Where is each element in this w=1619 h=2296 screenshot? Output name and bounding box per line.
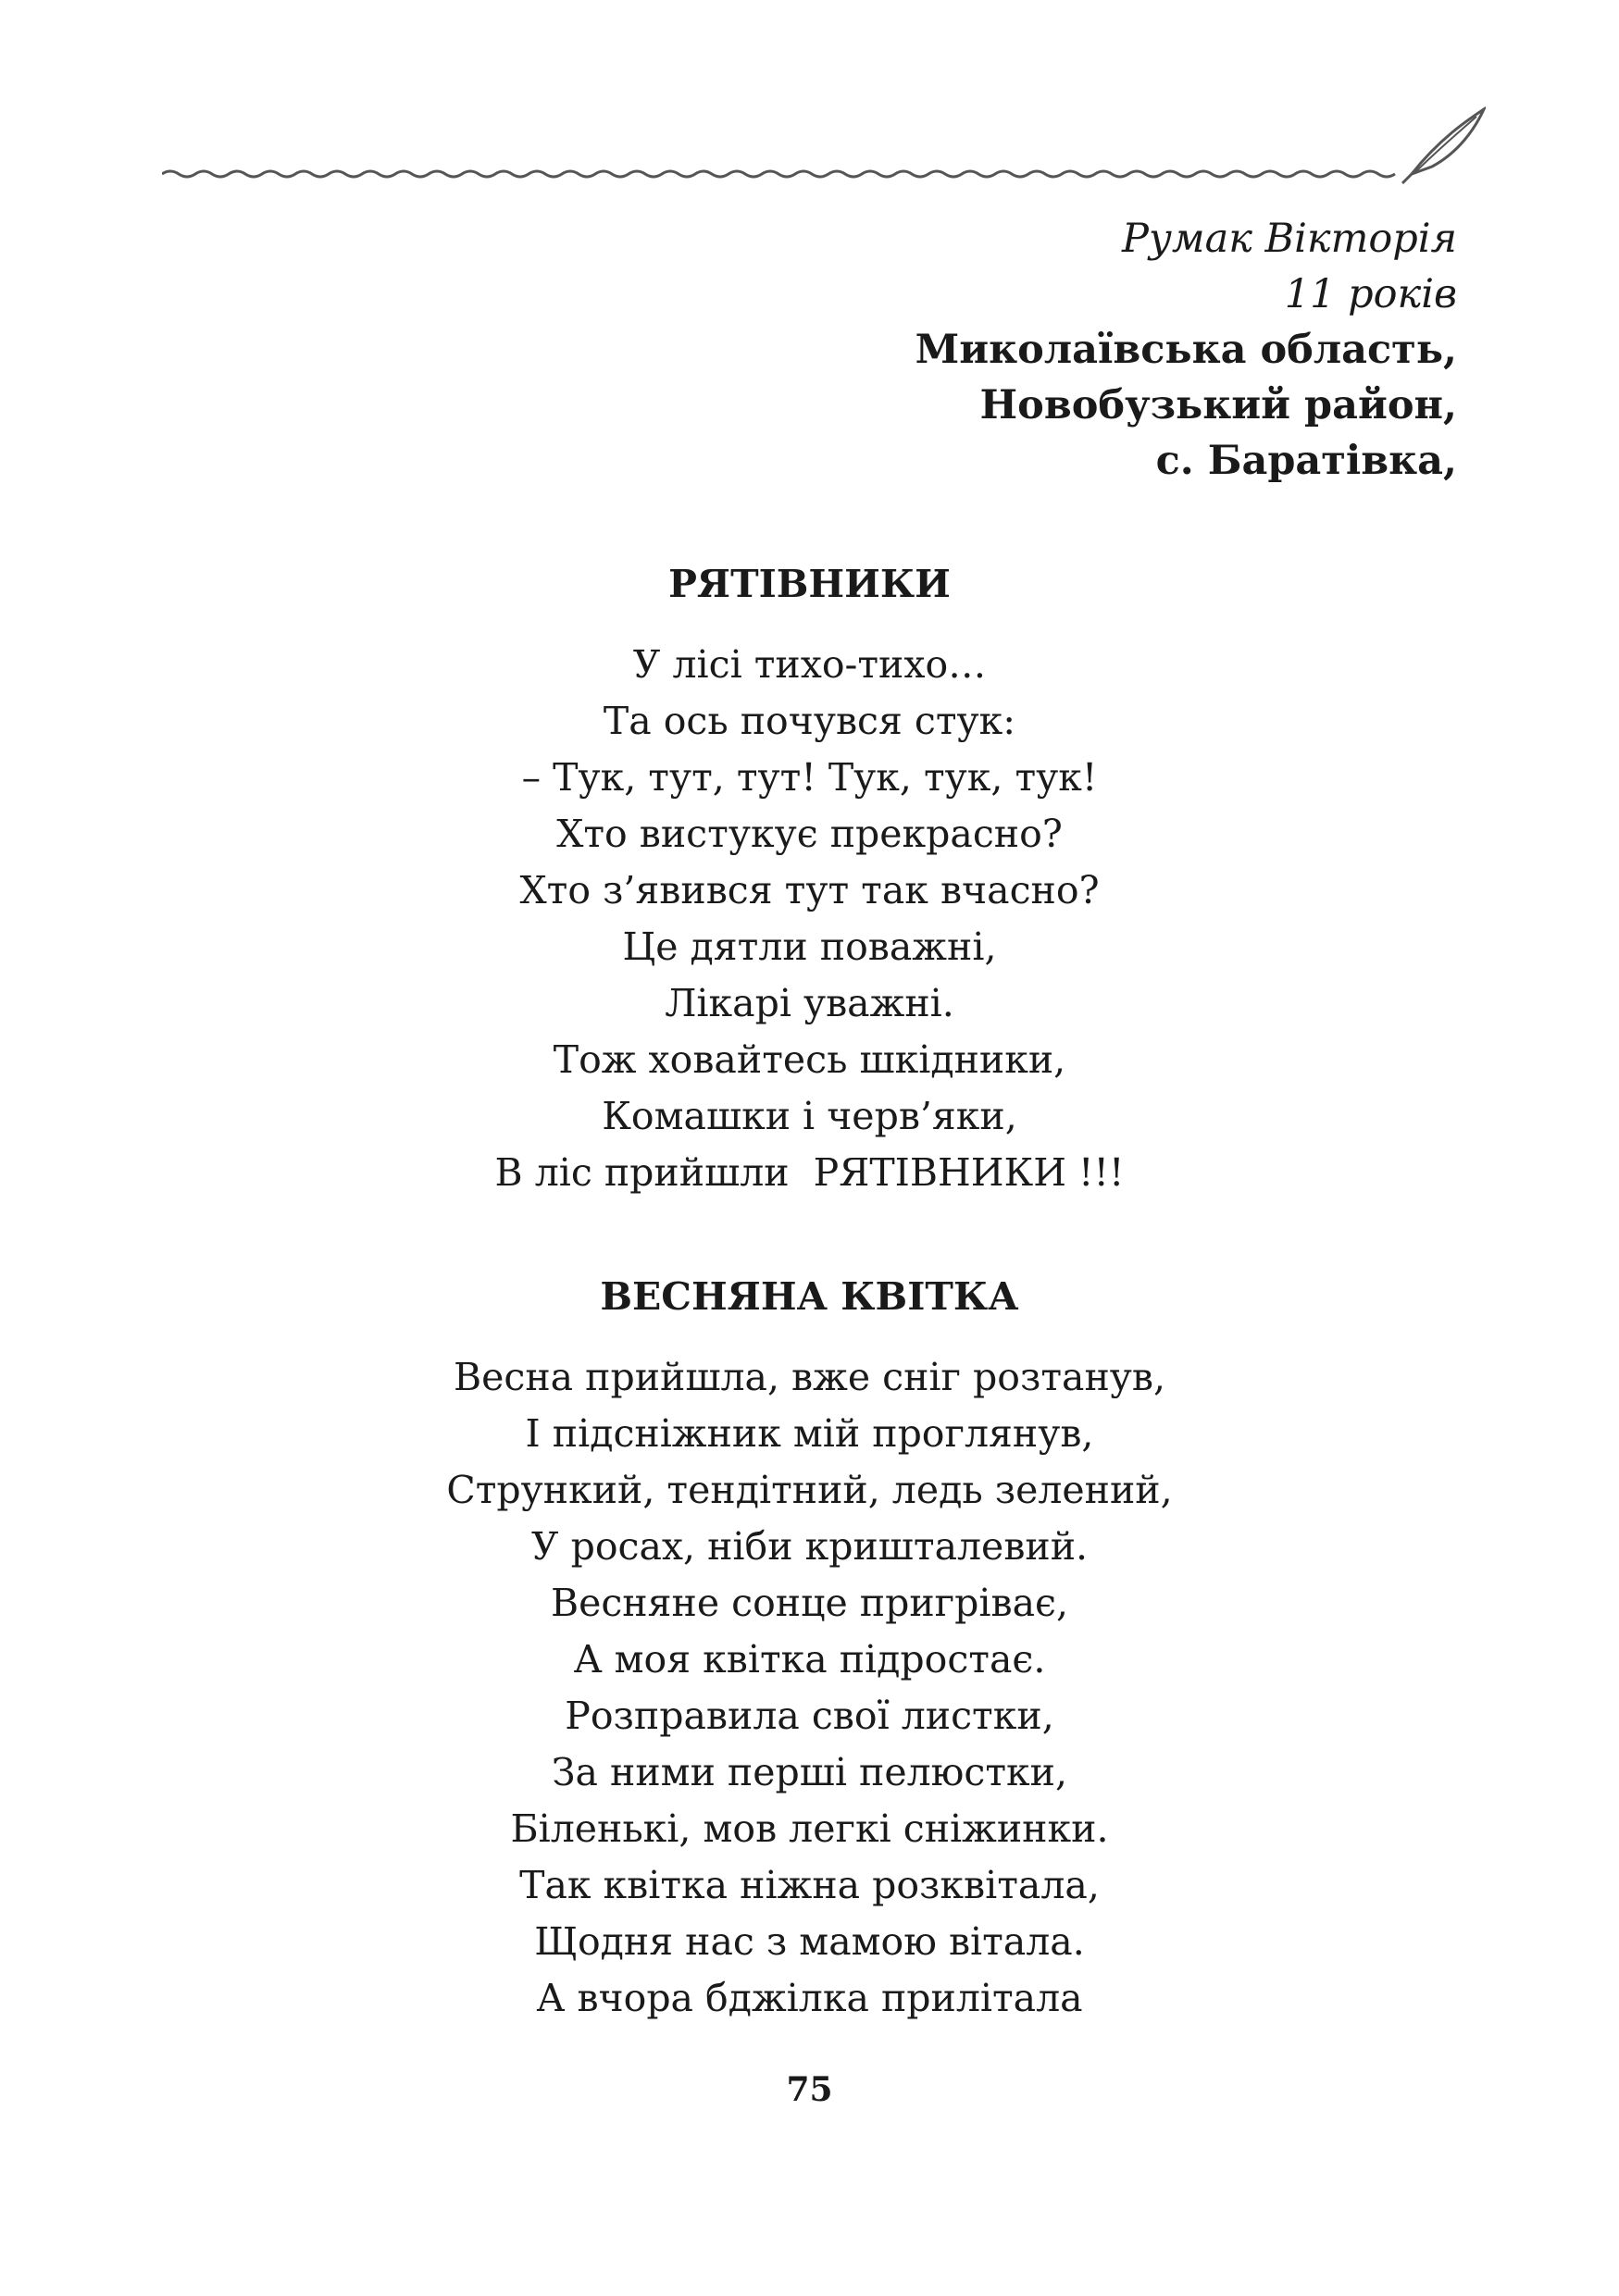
poem-title: ВЕСНЯНА КВІТКА — [600, 1274, 1019, 1319]
author-village: с. Баратівка, — [1155, 438, 1457, 484]
poem-line: Весна прийшла, вже сніг розтанув, — [453, 1355, 1166, 1399]
poem-line: Хто вистукує прекрасно? — [556, 812, 1063, 856]
poem-line: Стрункий, тендітний, ледь зелений, — [446, 1468, 1173, 1512]
author-age: 11 років — [1284, 271, 1457, 317]
poem-line: Щодня нас з мамою вітала. — [534, 1919, 1085, 1964]
poem-body — [0, 637, 1619, 1201]
author-info — [915, 211, 1457, 489]
poem-line: Лікарі уважні. — [665, 981, 954, 1025]
author-district: Новобузький район, — [979, 382, 1457, 428]
page-number: 75 — [786, 2070, 833, 2109]
poem-line: – Тук, тут, тут! Тук, тук, тук! — [521, 755, 1098, 800]
poem-body — [0, 1349, 1619, 2027]
poem-line: У лісі тихо-тихо… — [632, 642, 987, 687]
poem-line: Біленькі, мов легкі сніжинки. — [510, 1806, 1109, 1851]
poem-line: У росах, ніби кришталевий. — [530, 1524, 1089, 1569]
poem-line: Тож ховайтесь шкідники, — [553, 1037, 1066, 1082]
poem-line: Комашки і черв’яки, — [602, 1094, 1017, 1138]
poem-title: РЯТІВНИКИ — [668, 562, 951, 606]
poem-line: А вчора бджілка прилітала — [536, 1976, 1083, 2020]
header-ornament-feather-icon — [162, 102, 1486, 185]
author-name: Румак Вікторія — [1122, 216, 1457, 262]
author-region: Миколаївська область, — [915, 327, 1457, 373]
poem-line: Весняне сонце пригріває, — [550, 1581, 1069, 1625]
poem-line: За ними перші пелюстки, — [552, 1750, 1067, 1794]
poem-line: І підсніжник мій проглянув, — [525, 1411, 1094, 1456]
poem-line: В ліс прийшли РЯТІВНИКИ !!! — [494, 1150, 1125, 1195]
feather-quill-icon — [1402, 109, 1484, 183]
poem-line: Розправила свої листки, — [565, 1694, 1054, 1738]
poem-line: Так квітка ніжна розквітала, — [519, 1863, 1100, 1907]
poem-line: А моя квітка підростає. — [573, 1637, 1046, 1682]
poem-line: Та ось почувся стук: — [603, 699, 1016, 743]
poem-line: Хто з’явився тут так вчасно? — [519, 868, 1100, 912]
poem-line: Це дятли поважні, — [622, 925, 997, 969]
